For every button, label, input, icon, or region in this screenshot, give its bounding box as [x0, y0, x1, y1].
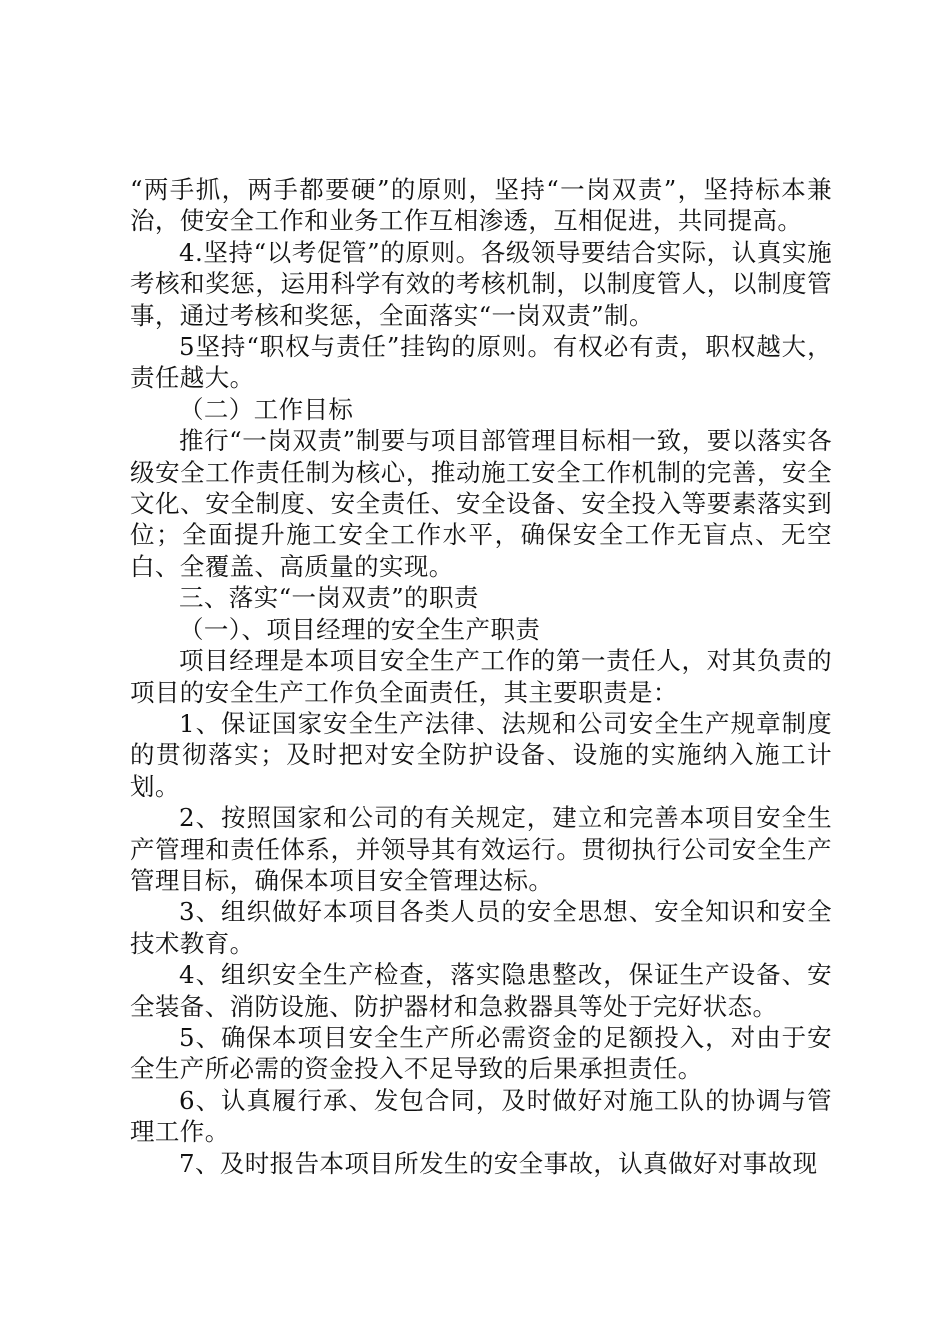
paragraph-project-manager-intro: 项目经理是本项目安全生产工作的第一责任人，对其负责的项目的安全生产工作负全面责任，其主要职责是： — [130, 646, 832, 707]
paragraph-duty-1: 1、保证国家安全生产法律、法规和公司安全生产规章制度的贯彻落实；及时把对安全防护设备、设施的实施纳入施工计划。 — [130, 708, 832, 801]
paragraph-principle-4: 4.坚持“以考促管”的原则。各级领导要结合实际，认真实施考核和奖惩，运用科学有效的考核机制，以制度管人，以制度管事，通过考核和奖惩，全面落实“一岗双责”制。 — [130, 237, 832, 330]
paragraph-work-goals: 推行“一岗双责”制要与项目部管理目标相一致，要以落实各级安全工作责任制为核心，推动施工安全工作机制的完善，安全文化、安全制度、安全责任、安全设备、安全投入等要素落实到位；全面提升施工安全工作水平，确保安全工作无盲点、无空白、全覆盖、高质量的实现。 — [130, 426, 832, 581]
paragraph-duty-5: 5、确保本项目安全生产所必需资金的足额投入，对由于安全生产所必需的资金投入不足导致的后果承担责任。 — [130, 1022, 832, 1084]
paragraph-duty-2: 2、按照国家和公司的有关规定，建立和完善本项目安全生产管理和责任体系，并领导其有效运行。贯彻执行公司安全生产管理目标，确保本项目安全管理达标。 — [130, 803, 832, 895]
heading-section-3: 三、落实“一岗双责”的职责 — [179, 583, 479, 613]
paragraph-continuation: “两手抓，两手都要硬”的原则，坚持“一岗双责”，坚持标本兼治，使安全工作和业务工作互相渗透，互相促进，共同提高。 — [130, 175, 832, 236]
paragraph-duty-3: 3、组织做好本项目各类人员的安全思想、安全知识和安全技术教育。 — [130, 897, 832, 958]
paragraph-duty-6: 6、认真履行承、发包合同，及时做好对施工队的协调与管理工作。 — [130, 1085, 832, 1147]
document-body — [130, 174, 832, 1179]
heading-project-manager-duties: （一）、项目经理的安全生产职责 — [179, 614, 541, 644]
paragraph-duty-4: 4、组织安全生产检查，落实隐患整改，保证生产设备、安全装备、消防设施、防护器材和急救器具等处于完好状态。 — [130, 960, 832, 1021]
paragraph-duty-7: 7、及时报告本项目所发生的安全事故，认真做好对事故现 — [179, 1148, 818, 1178]
heading-work-goals: （二）工作目标 — [179, 394, 354, 424]
paragraph-principle-5: 5坚持“职权与责任”挂钩的原则。有权必有责，职权越大，责任越大。 — [130, 332, 832, 393]
